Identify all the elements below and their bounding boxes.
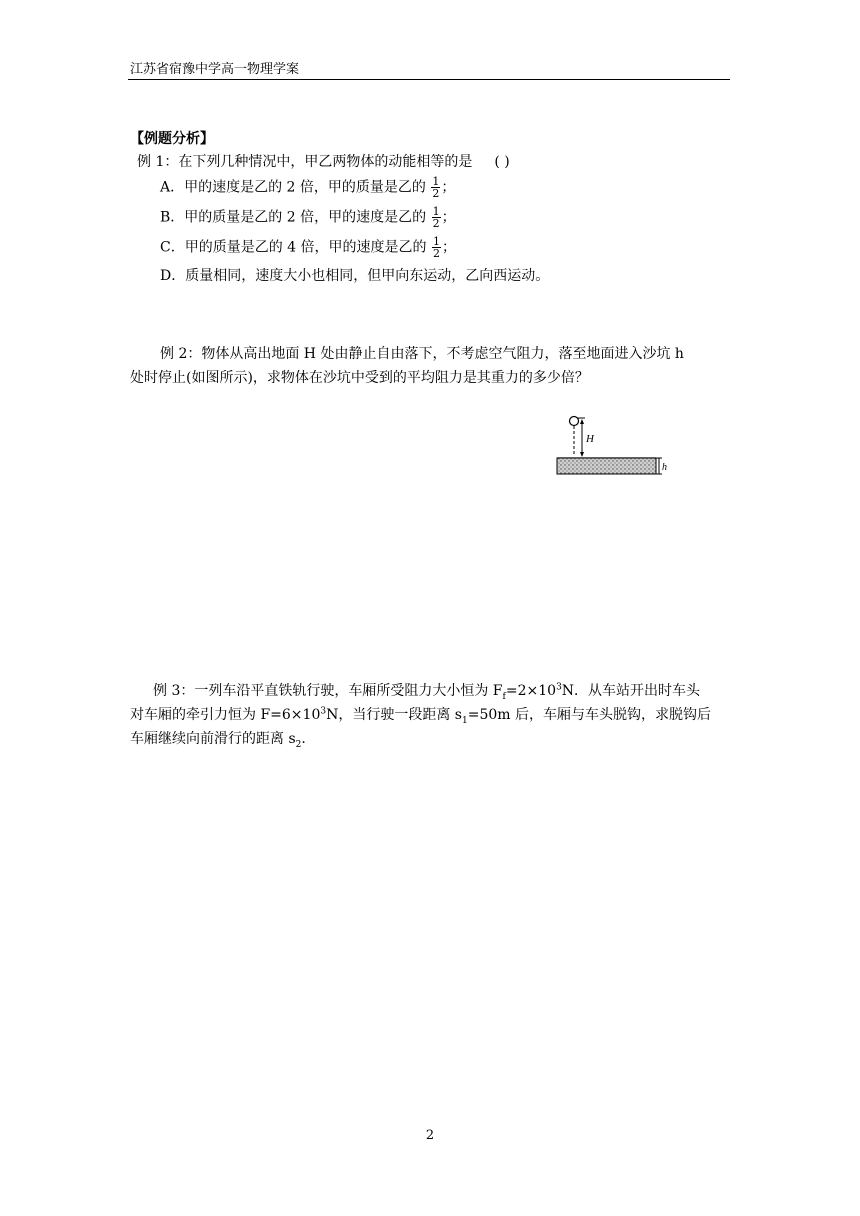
ex1-option-c [160, 236, 456, 259]
frac-numerator: 1 [432, 205, 440, 218]
ex3-text: =50m 后，车厢与车头脱钩，求脱钩后 [467, 707, 711, 723]
option-b-text: B．甲的质量是乙的 2 倍，甲的速度是乙的 [160, 209, 427, 226]
ex3-line-1 [153, 680, 700, 702]
label-H: H [586, 433, 594, 445]
option-a-text: A．甲的速度是乙的 2 倍，甲的质量是乙的 [160, 179, 426, 196]
arrowhead-down [580, 452, 584, 457]
subscript-f: f [502, 691, 506, 702]
option-b-tail: ； [441, 209, 456, 226]
ex1-answer-paren: ( ) [494, 154, 510, 170]
ex1-option-b [160, 206, 456, 229]
ex3-line-3 [130, 728, 306, 750]
frac-denominator: 2 [432, 187, 440, 200]
sand-pit-diagram [552, 412, 672, 482]
frac-numerator: 1 [432, 235, 440, 248]
ex3-text: N，当行驶一段距离 s [326, 707, 462, 723]
ex3-text: =2×10 [505, 683, 557, 699]
frac-numerator: 1 [432, 175, 440, 188]
ex3-text: 例 3：一列车沿平直铁轨行驶，车厢所受阻力大小恒为 F [153, 683, 503, 699]
fraction-one-half [432, 206, 441, 229]
header-rule [128, 79, 730, 80]
frac-denominator: 2 [432, 247, 440, 260]
option-d-text: D．质量相同，速度大小也相同，但甲向东运动，乙向西运动。 [160, 268, 550, 284]
ex3-text: . [301, 731, 306, 747]
arrowhead-up [580, 419, 584, 424]
subscript-1: 1 [461, 715, 468, 726]
ex2-line-2: 处时停止(如图所示)，求物体在沙坑中受到的平均阻力是其重力的多少倍？ [130, 370, 589, 386]
option-c-text: C．甲的质量是乙的 4 倍，甲的速度是乙的 [160, 239, 427, 256]
frac-denominator: 2 [432, 217, 440, 230]
ex3-text: 车厢继续向前滑行的距离 s [130, 731, 296, 747]
label-h: h [662, 462, 667, 473]
ex1-stem-line [137, 151, 510, 171]
option-c-tail: ； [441, 239, 456, 256]
ball [570, 417, 579, 426]
ex1-stem: 例 1：在下列几种情况中，甲乙两物体的动能相等的是 [137, 154, 473, 170]
sand-layer [557, 458, 656, 474]
ex1-option-d [160, 265, 549, 285]
superscript-3: 3 [320, 706, 327, 717]
subscript-2: 2 [295, 739, 302, 750]
fraction-one-half [432, 236, 441, 259]
ex3-text: N．从车站开出时车头 [561, 683, 701, 699]
fraction-one-half [431, 176, 440, 199]
ex2-line-1: 例 2：物体从高出地面 H 处由静止自由落下，不考虑空气阻力，落至地面进入沙坑 h [160, 346, 684, 362]
ex1-option-a [160, 176, 455, 199]
header-title: 江苏省宿豫中学高一物理学案 [130, 62, 300, 77]
section-title: 【例题分析】 [130, 131, 214, 147]
option-a-tail: ； [441, 179, 456, 196]
ex3-text: 对车厢的牵引力恒为 F=6×10 [130, 707, 321, 723]
page-number: 2 [425, 1128, 435, 1143]
ex3-line-2 [130, 704, 711, 726]
superscript-3: 3 [556, 682, 562, 693]
